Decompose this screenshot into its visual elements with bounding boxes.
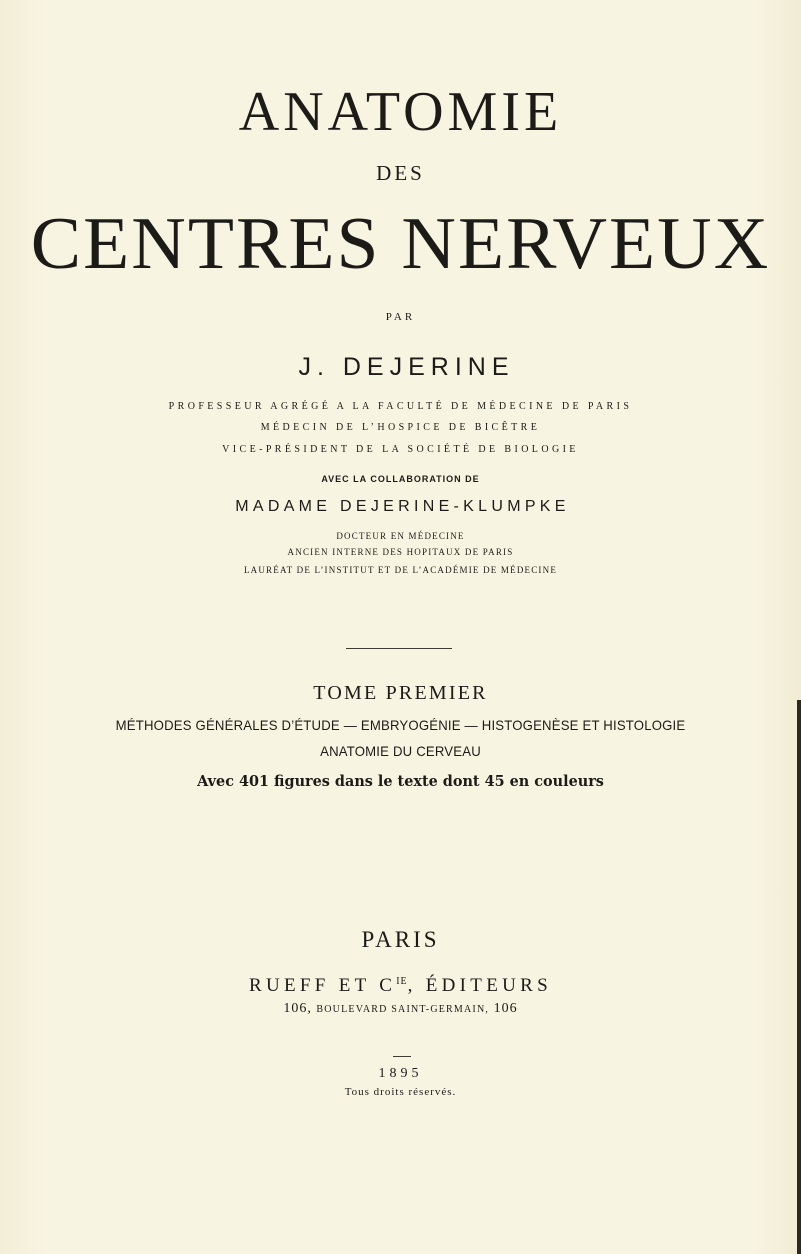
figures-note: Avec 401 figures dans le texte dont 45 en couleurs <box>197 772 604 790</box>
address-number-end: 106 <box>493 1001 518 1016</box>
author-title-1: PROFESSEUR AGRÉGÉ A LA FACULTÉ DE MÉDECINE DE PARIS <box>168 401 633 412</box>
address-street: BOULEVARD SAINT-GERMAIN, <box>316 1004 490 1015</box>
volume-subjects-line-1: MÉTHODES GÉNÉRALES D’ÉTUDE — EMBRYOGÉNIE — HISTOGENÈSE ET HISTOLOGIE <box>115 717 686 733</box>
collaborator-title-2: ANCIEN INTERNE DES HOPITAUX DE PARIS <box>287 547 514 557</box>
byline-par: PAR <box>385 311 416 323</box>
author-name: J. DEJERINE <box>298 353 515 381</box>
author-title-2: MÉDECIN DE L’HOSPICE DE BICÊTRE <box>260 422 541 433</box>
page-edge-shadow <box>797 700 801 1254</box>
collaborator-title-1: DOCTEUR EN MÉDECINE <box>336 531 465 541</box>
publisher-superscript: IE <box>396 976 408 987</box>
address-number-start: 106, <box>283 1001 312 1016</box>
author-title-3: VICE-PRÉSIDENT DE LA SOCIÉTÉ DE BIOLOGIE <box>222 444 579 455</box>
publisher <box>0 970 801 998</box>
rights-notice: Tous droits réservés. <box>344 1086 457 1098</box>
collaboration-intro: AVEC LA COLLABORATION DE <box>321 474 480 484</box>
collaborator-title-3: LAURÉAT DE L’INSTITUT ET DE L’ACADÉMIE DE MÉDECINE <box>243 565 558 575</box>
publisher-role: , ÉDITEURS <box>407 975 552 996</box>
volume-subjects-line-2: ANATOMIE DU CERVEAU <box>320 743 481 759</box>
main-title-line-1: ANATOMIE <box>238 81 563 143</box>
main-title-line-2: CENTRES NERVEUX <box>30 203 771 285</box>
publisher-address <box>0 1000 801 1019</box>
collaborator-name: MADAME DEJERINE-KLUMPKE <box>235 498 570 515</box>
imprint-divider <box>393 1056 411 1057</box>
publisher-name: RUEFF ET C <box>249 975 397 996</box>
volume-title: TOME PREMIER <box>313 682 488 704</box>
section-divider <box>346 648 452 649</box>
imprint-city: PARIS <box>361 927 440 952</box>
publication-year: 1895 <box>378 1066 423 1081</box>
main-title-connector: DES <box>376 161 425 185</box>
